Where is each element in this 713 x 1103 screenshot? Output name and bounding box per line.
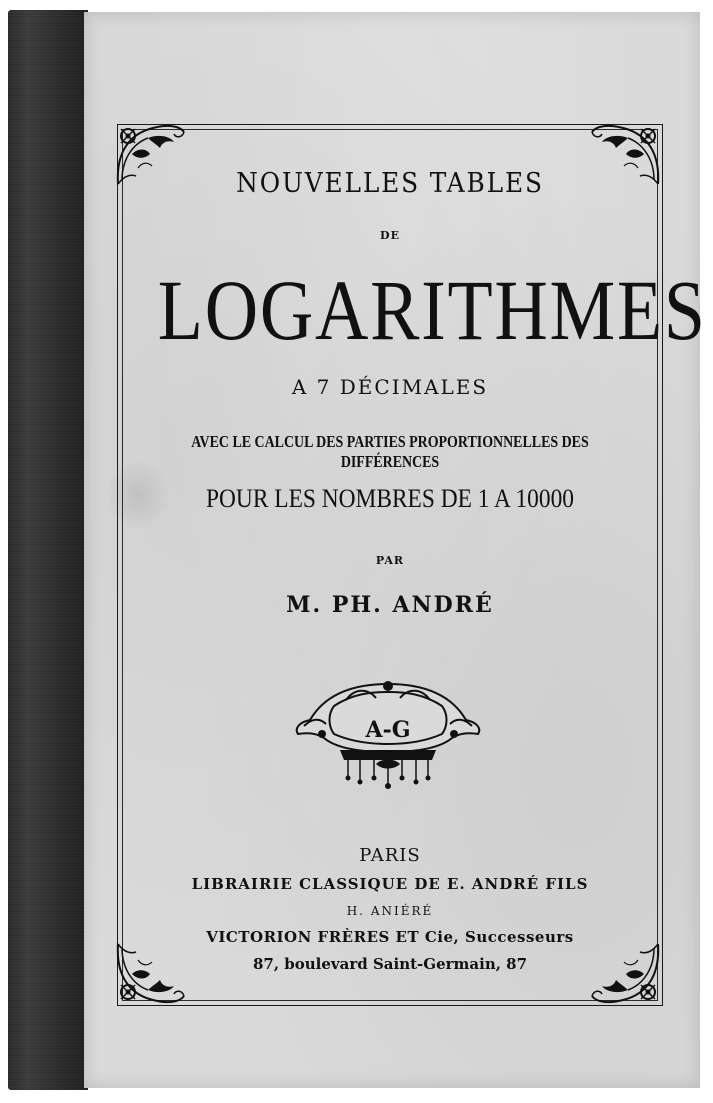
subtitle-decimals: A 7 DÉCIMALES xyxy=(291,375,489,399)
main-title: LOGARITHMES xyxy=(157,262,707,358)
imprint-city: PARIS xyxy=(359,845,421,866)
floral-corner-icon xyxy=(108,934,188,1014)
title-line-2: DE xyxy=(380,229,400,242)
imprint-address: 87, boulevard Saint-Germain, 87 xyxy=(252,955,528,973)
subtitle-calculation: AVEC LE CALCUL DES PARTIES PROPORTIONNELLES DES DIFFÉRENCES xyxy=(191,432,589,471)
author-name: M. PH. ANDRÉ xyxy=(286,592,494,618)
imprint-name: H. ANIÉRÉ xyxy=(346,904,434,918)
emblem-label: A-G xyxy=(365,717,411,743)
by-label: PAR xyxy=(375,554,405,567)
subtitle-numbers: POUR LES NOMBRES DE 1 A 10000 xyxy=(206,484,574,513)
book-spine xyxy=(8,10,88,1090)
imprint-successors: VICTORION FRÈRES ET Cie, Successeurs xyxy=(206,928,574,946)
floral-corner-icon xyxy=(588,934,668,1014)
imprint-publisher: LIBRAIRIE CLASSIQUE DE E. ANDRÉ FILS xyxy=(191,875,589,893)
title-line-1: NOUVELLES TABLES xyxy=(236,168,544,199)
